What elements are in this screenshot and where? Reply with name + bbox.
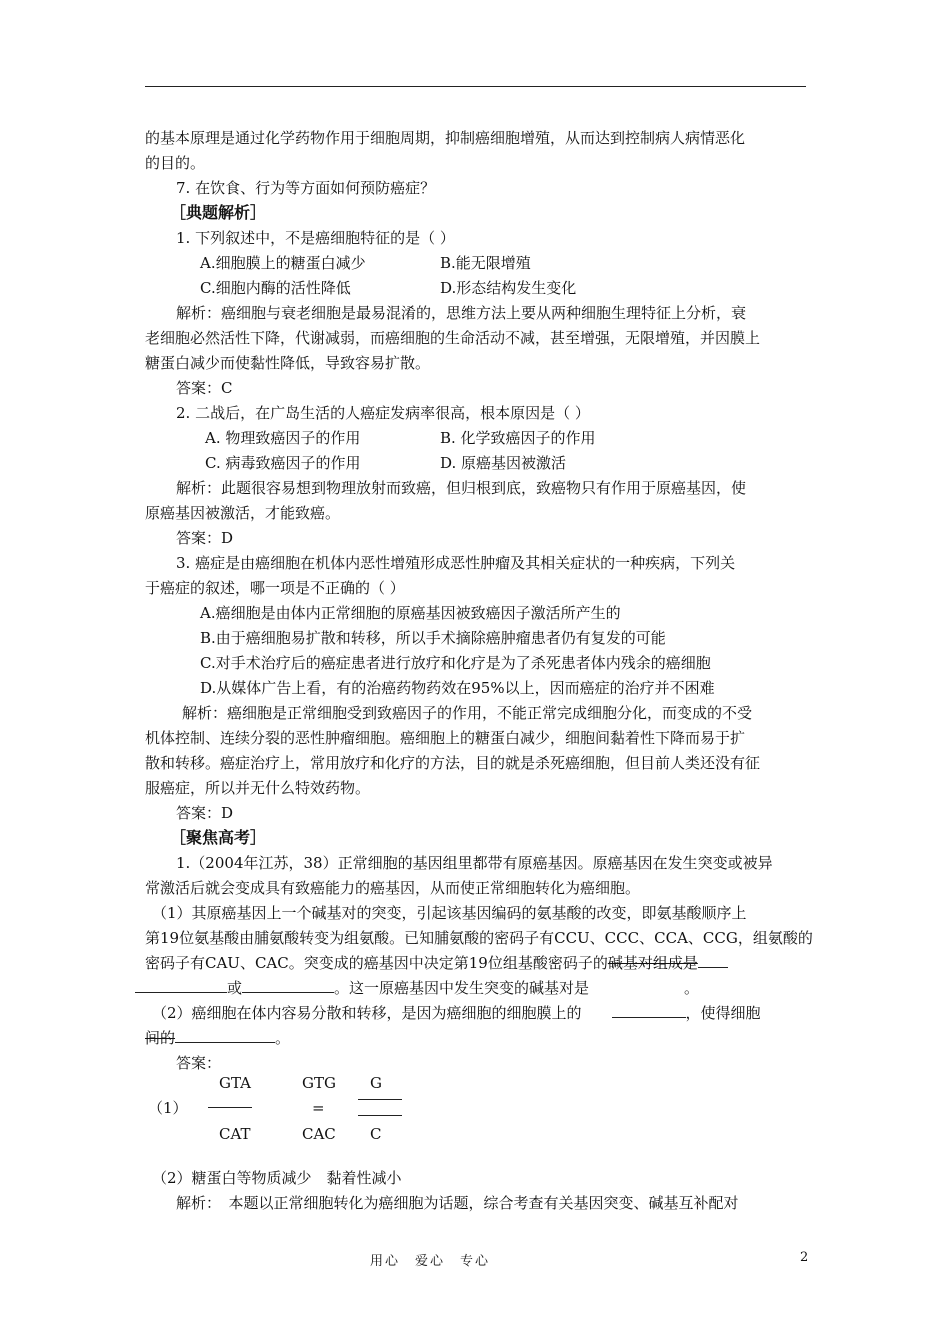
struck-text: 碱基对组成是 [607, 954, 698, 972]
answer-number: （1） [148, 1099, 188, 1117]
answer-text: 答案：D [176, 804, 234, 822]
explanation-text: 解析：此题很容易想到物理放射而致癌，但归根到底，致癌物只有作用于原癌基因，使 [176, 479, 747, 497]
option: C.细胞内酶的活性降低 [200, 279, 351, 297]
fraction-top: GTA [219, 1074, 251, 1092]
question-text-part: 。 [275, 1029, 291, 1047]
fraction-top: G [370, 1074, 382, 1092]
fraction-bar [358, 1115, 402, 1116]
question-text-part: 。这一原癌基因中发生突变的碱基对是 [334, 979, 590, 997]
question-text [152, 1001, 761, 1025]
question-text-part: 密码子有CAU、CAC。突变成的癌基因中决定第19位组基酸密码子的 [145, 954, 608, 972]
option: D. 原癌基因被激活 [440, 454, 567, 472]
option: C. 病毒致癌因子的作用 [205, 454, 361, 472]
option: A.细胞膜上的糖蛋白减少 [200, 254, 366, 272]
footer-motto: 用心 爱心 专心 [370, 1254, 491, 1269]
explanation-text: 糖蛋白减少而使黏性降低，导致容易扩散。 [145, 354, 431, 372]
fraction-bottom: CAT [219, 1125, 251, 1143]
explanation-text: 散和转移。癌症治疗上，常用放疗和化疗的方法，目的就是杀死癌细胞，但目前人类还没有征 [145, 754, 761, 772]
question-text: 1.（2004年江苏，38）正常细胞的基因组里都带有原癌基因。原癌基因在发生突变或被异 [176, 854, 773, 872]
question-text: （1）其原癌基因上一个碱基对的突变，引起该基因编码的氨基酸的改变，即氨基酸顺序上 [152, 904, 747, 922]
fraction-top: GTG [302, 1074, 336, 1092]
answer-text: 答案：D [176, 529, 234, 547]
question-text-part: ，使得细胞 [685, 1004, 761, 1022]
struck-text: 间的 [145, 1029, 176, 1047]
explanation-text: 解析：癌细胞是正常细胞受到致癌因子的作用，不能正常完成细胞分化，而变成的不受 [182, 704, 753, 722]
option: B. 化学致癌因子的作用 [440, 429, 596, 447]
explanation-text: 解析：癌细胞与衰老细胞是最易混淆的，思维方法上要从两种细胞生理特征上分析，衰 [176, 304, 747, 322]
header-rule [145, 86, 806, 87]
option: B.能无限增殖 [440, 254, 531, 272]
answer-blank [175, 1028, 275, 1043]
option: A.癌细胞是由体内正常细胞的原癌基因被致癌因子激活所产生的 [200, 604, 621, 622]
answer-text: 答案：C [176, 379, 233, 397]
page-number: 2 [800, 1250, 809, 1265]
fraction-bottom: C [370, 1125, 382, 1143]
text-line: 的目的。 [145, 154, 206, 172]
question-text [145, 1026, 290, 1050]
question-text-part: 或 [227, 979, 243, 997]
answer-blank [135, 978, 227, 993]
option: A. 物理致癌因子的作用 [205, 429, 361, 447]
question-text-part: 。 [684, 979, 700, 997]
answer-text: （2）糖蛋白等物质减少 黏着性减小 [152, 1169, 402, 1187]
explanation-text: 解析： 本题以正常细胞转化为癌细胞为话题，综合考查有关基因突变、碱基互补配对 [176, 1194, 739, 1212]
question-text: 第19位氨基酸由脯氨酸转变为组氨酸。已知脯氨酸的密码子有CCU、CCC、CCA、CCG，组氨酸的 [145, 929, 813, 947]
section-heading: ［典题解析］ [170, 203, 267, 222]
explanation-text: 服癌症，所以并无什么特效药物。 [145, 779, 371, 797]
answer-blank [242, 978, 334, 993]
fraction-equals: = [312, 1099, 325, 1117]
question-text: 常激活后就会变成具有致癌能力的癌基因，从而使正常细胞转化为癌细胞。 [145, 879, 641, 897]
question-text: 于癌症的叙述，哪一项是不正确的（ ） [145, 579, 405, 597]
answer-blank [698, 953, 728, 968]
fraction-bar [358, 1099, 402, 1100]
fraction-bottom: CAC [302, 1125, 336, 1143]
text-line: 7. 在饮食、行为等方面如何预防癌症？ [176, 179, 436, 197]
explanation-text: 机体控制、连续分裂的恶性肿瘤细胞。癌细胞上的糖蛋白减少，细胞间黏着性下降而易于扩 [145, 729, 746, 747]
option: D.形态结构发生变化 [440, 279, 577, 297]
option: D.从媒体广告上看，有的治癌药物药效在95%以上，因而癌症的治疗并不困难 [200, 679, 715, 697]
answer-label: 答案： [176, 1054, 222, 1072]
explanation-text: 原癌基因被激活，才能致癌。 [145, 504, 341, 522]
answer-blank [612, 1003, 686, 1018]
question-text: 2. 二战后，在广岛生活的人癌症发病率很高，根本原因是（ ） [176, 404, 590, 422]
option: C.对手术治疗后的癌症患者进行放疗和化疗是为了杀死患者体内残余的癌细胞 [200, 654, 711, 672]
text-line: 的基本原理是通过化学药物作用于细胞周期，抑制癌细胞增殖，从而达到控制病人病情恶化 [145, 129, 746, 147]
question-text: 3. 癌症是由癌细胞在机体内恶性增殖形成恶性肿瘤及其相关症状的一种疾病，下列关 [176, 554, 736, 572]
question-text: 1. 下列叙述中，不是癌细胞特征的是（ ） [176, 229, 455, 247]
question-text-part: （2）癌细胞在体内容易分散和转移，是因为癌细胞的细胞膜上的 [152, 1004, 582, 1022]
section-heading: ［聚焦高考］ [170, 828, 267, 847]
fraction-bar [208, 1107, 252, 1108]
option: B.由于癌细胞易扩散和转移，所以手术摘除癌肿瘤患者仍有复发的可能 [200, 629, 666, 647]
explanation-text: 老细胞必然活性下降，代谢减弱，而癌细胞的生命活动不减，甚至增强，无限增殖，并因膜上 [145, 329, 761, 347]
question-text [145, 951, 728, 975]
question-text [135, 976, 699, 1000]
